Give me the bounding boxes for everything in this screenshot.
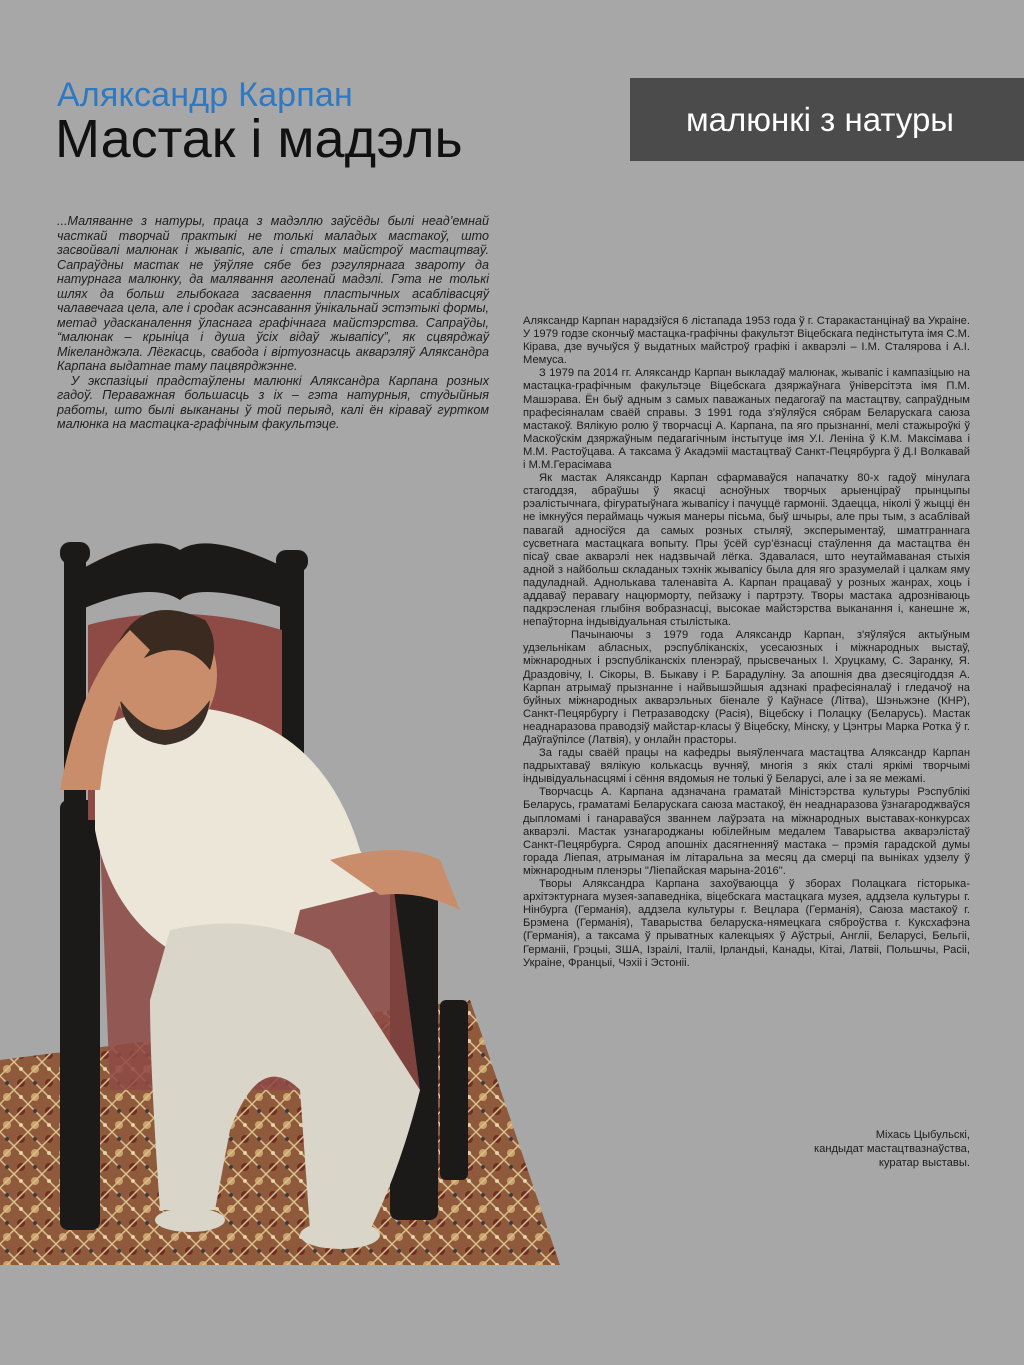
author-name: Аляксандр Карпан <box>57 76 353 114</box>
intro-paragraph: ...Маляванне з натуры, праца з мадэллю заўсёды былі неад’емнай часткай творчай практыкі не толькі маладых мастакоў, што засвойвалі малюнак і жывапіс, але і сталых майстроў мастацтваў. Сапраўдны мастак не ўяўляе сябе без рэгулярнага звароту да натурнага малюнку, да малявання аголенай мадэлі. Гэта не толькі шлях да больш глыбокага засваення пластычных асаблівасцяў чалавечага цела, але і сродак асэнсавання ўнікальнай эстэтыкі формы, метад удасканалення ўласнага графічнага майстэрства. Сапраўды, “малюнак – крыніца і душа ўсіх відаў жывапісу”, як сцвярджаў Мікеланджэла. Лёгкасць, свабода і віртуознасць акварэляў Аляксандра Карпана выдатнае таму пацвярджэнне. <box>57 214 489 373</box>
intro-paragraph: У экспазіцыі прадстаўлены малюнкі Аляксандра Карпана розных гадоў. Пераважная большасць з іх – гэта натурныя, студыйныя работы, што былі выкананы ў той перыяд, калі ён кіраваў гуртком малюнка на мастацка-графічным факультэце. <box>57 373 489 431</box>
signature-name: Міхась Цыбульскі, <box>875 1129 970 1141</box>
signature-degree: кандыдат мастацтвазнаўства, <box>813 1143 970 1155</box>
body-paragraph: Творчасць А. Карпана адзначана граматай Міністэрства культуры Рэспублікі Беларусь, граматамі Беларускага саюза мастакоў, ён неаднаразова ўзнагароджваўся дыпломамі і ганараваўся званнем лаўрэата на міжнародных выставах-конкурсах акварэлі. Мастак узнагароджаны юбілейным медалем Таварыства акварэлістаў Санкт-Пецярбурга. Сярод апошніх дасягненняў мастака – прэмія гарадской думы горада Ліепая, атрыманая ім літаральна за месяц да смерці па выніках удзелу ў міжнародным пленэры "Ліепайская марына-2016". <box>523 786 970 877</box>
body-paragraph: Як мастак Аляксандр Карпан сфармаваўся напачатку 80-х гадоў мінулага стагоддзя, абраўшы ў якасці асноўных творчых арыенціраў прынцыпы рэалістычнага, фігуратыўнага жывапісу і пачуццё гармоніі. Здаецца, ніколі ў жыцці ён не імкнуўся пераймаць чужыя манеры пісьма, быў шчыры, але пры тым, з асаблівай павагай адносіўся да самых розных стыляў, эксперыментаў, шматграннага сусветнага мастацкага вопыту. Пры ўсёй сур’ёзнасці стаўлення да мастацтва ён пісаў свае акварэлі нек надзвычай лёгка. Здавалася, што неутаймаваная стыхія адной з найбольш складаных тэхнік жывапісу была для яго зразумелай і цалкам яму падуладнай. Аднолькава таленавіта А. Карпан працаваў у розных жанрах, хоць і аддаваў перавагу нацюрморту, пейзажу і партрэту. Творы мастака адрозніваюць падкрэсленая глыбіня вобразнасці, высокае майстэрства выканання і, канешне ж, непаўторна індывідуальная стылістыка. <box>523 472 970 629</box>
intro-text <box>57 214 489 432</box>
body-paragraph: Аляксандр Карпан нарадзіўся 6 лістапада 1953 года ў г. Старакастанцінаў ва Украіне. У 1979 годзе скончыў мастацка-графічны факультэт Віцебскага педінстытута імя С.М. Кірава, дзе вучыўся ў выдатных майстроў графікі і акварэлі – І.М. Сталярова і А.І. Мемуса. <box>523 315 971 367</box>
signature <box>700 1128 970 1170</box>
section-tag-label: малюнкі з натуры <box>685 100 955 138</box>
biography-text <box>523 315 970 970</box>
section-tag <box>630 78 1024 161</box>
body-paragraph: За гады сваёй працы на кафедры выяўленчага мастацтва Аляксандр Карпан падрыхтаваў вялікую колькасць вучняў, многія з якіх сталі яркімі творчымі індывідуальнасцямі і сёння вядомыя не толькі ў Беларусі, але і за яе межамі. <box>523 747 970 786</box>
body-paragraph: Пачынаючы з 1979 года Аляксандр Карпан, з'яўляўся актыўным удзельнікам абласных, рэспубліканскіх, усесаюзных і міжнародных выстаў, міжнародных і рэспубліканскіх пленэраў, прысвечаных І. Хруцкаму, С. Заранку, Я. Драздовічу, І. Сікоры, В. Быкаву і Р. Барадуліну. За апошнія два дзесяцігоддзя А. Карпан атрымаў прызнанне і найвышэйшыя адзнакі прафесіяналаў і гледачоў на буйных міжнародных акварэльных біенале ў Каўнасе (Літва), Шэньжэне (КНР), Санкт-Пецярбургу і Петразаводску (Расія), Віцебску і Полацку (Беларусь). Мастак неаднаразова праводзіў майстар-класы ў Віцебску, Мінску, у Цэнтры Марка Ротка ў г. Даўгаўпілсе (Латвія), у онлайн прасторы. <box>523 629 970 746</box>
body-paragraph: З 1979 па 2014 гг. Аляксандр Карпан выкладаў малюнак, жывапіс і кампазіцыю на мастацка-графічным факультэце Віцебскага дзяржаўнага ўніверсітэта імя П.М. Машэрава. Ён быў адным з самых паважаных педагогаў па мастацтву, сапраўдным прафесіяналам сваёй справы. З 1991 года з'яўляўся сябрам Беларускага саюза мастакоў. Вялікую ролю ў творчасці А. Карпана, па яго прызнанні, мелі стажыроўкі ў Маскоўскім дзяржаўным педагагічным інстытуце імя У.І. Леніна ў К.М. Максімава і М.М. Растоўцава. А таксама ў Акадэміі мастацтваў Санкт-Пецярбурга ў Д.І Волкавай і М.М.Герасімава <box>523 367 970 472</box>
body-paragraph: Творы Аляксандра Карпана захоўваюцца ў зборах Полацкага гісторыка-архітэктурнага музея-запаведніка, віцебскага мастацкага музея, аддзела культуры г. Нінбурга (Германія), аддзела культуры г. Вецлара (Германія), Саюза мастакоў г. Брэмена (Германія), Таварыства беларуска-нямецкага сяброўства г. Куксхафэна (Германія), а таксама ў прыватных калекцыях ў Аўстрыі, Англіі, Беларусі, Бельгіі, Германіі, Грэцыі, ЗША, Ізраілі, Італіі, Ірландыі, Канады, Кітаі, Латвіі, Польшчы, Расіі, Украіне, Францыі, Чэхіі і Эстоніі. <box>523 878 970 969</box>
artist-photo <box>0 530 560 1265</box>
page-title: Мастак і мадэль <box>55 109 463 169</box>
signature-role: куратар выставы. <box>878 1157 970 1169</box>
